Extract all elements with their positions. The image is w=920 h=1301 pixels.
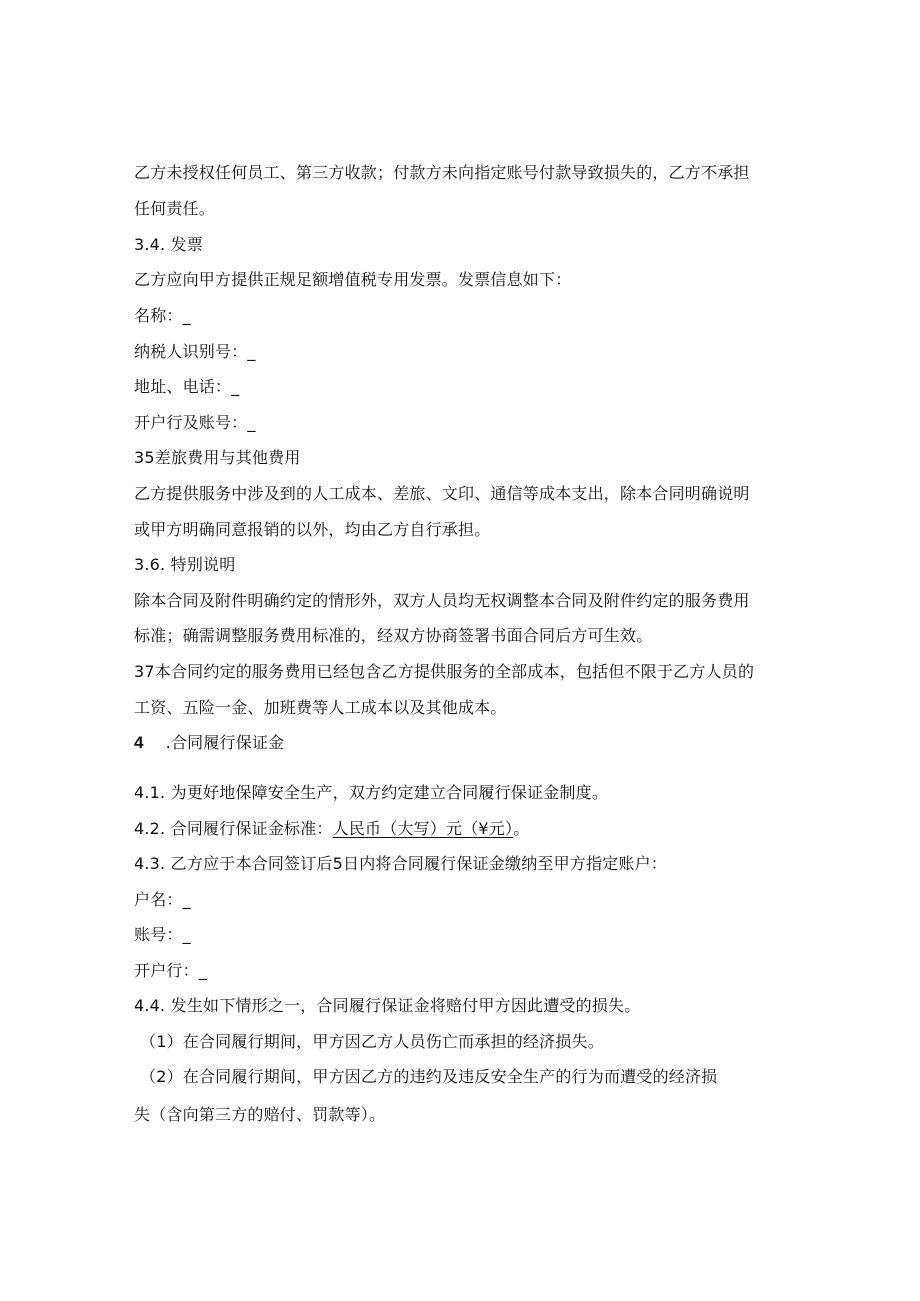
invoice-taxpayer-id-field: 纳税人识别号：_ [134, 342, 256, 361]
invoice-bank-account-field: 开户行及账号：_ [134, 413, 256, 432]
invoice-address-phone-field: 地址、电话：_ [134, 377, 240, 396]
paragraph-line: 37本合同约定的服务费用已经包含乙方提供服务的全部成本，包括但不限于乙方人员的 [134, 662, 755, 681]
paragraph-line: 或甲方明确同意报销的以外，均由乙方自行承担。 [134, 520, 491, 539]
section-number: 4 [134, 733, 144, 752]
section-heading-3-6: 3.6. 特别说明 [134, 555, 236, 574]
paragraph-line: 除本合同及附件明确约定的情形外，双方人员均无权调整本合同及附件约定的服务费用 [134, 591, 750, 610]
paragraph-line: 乙方应向甲方提供正规足额增值税专用发票。发票信息如下： [134, 270, 572, 289]
clause-4-3: 4.3. 乙方应于本合同签订后5日内将合同履行保证金缴纳至甲方指定账户： [134, 854, 667, 873]
section-heading-4 [134, 730, 284, 753]
clause-4-2 [134, 816, 529, 839]
paragraph-line: 任何责任。 [134, 199, 216, 218]
account-holder-field: 户名：_ [134, 890, 191, 909]
clause-text: 4.2. 合同履行保证金标准： [134, 819, 333, 838]
paragraph-line: 工资、五险一金、加班费等人工成本以及其他成本。 [134, 698, 507, 717]
section-title: .合同履行保证金 [165, 733, 285, 752]
paragraph-line: 乙方未授权任何员工、第三方收款；付款方未向指定账号付款导致损失的，乙方不承担 [134, 163, 750, 182]
paragraph-line: 失（含向第三方的赔付、罚款等）。 [134, 1105, 386, 1124]
section-heading-3-5: 35差旅费用与其他费用 [134, 448, 301, 467]
section-heading-3-4: 3.4. 发票 [134, 235, 204, 254]
clause-4-1: 4.1. 为更好地保障安全生产，双方约定建立合同履行保证金制度。 [134, 783, 609, 802]
clause-4-4: 4.4. 发生如下情形之一，合同履行保证金将赔付甲方因此遭受的损失。 [134, 996, 641, 1015]
list-item-2: （2）在合同履行期间，甲方因乙方的违约及违反安全生产的行为而遭受的经济损 [140, 1067, 718, 1086]
paragraph-line: 乙方提供服务中涉及到的人工成本、差旅、文印、通信等成本支出，除本合同明确说明 [134, 484, 750, 503]
list-item-1: （1）在合同履行期间，甲方因乙方人员伤亡而承担的经济损失。 [140, 1032, 604, 1051]
clause-text: 。 [513, 819, 530, 838]
invoice-name-field: 名称：_ [134, 306, 191, 325]
bank-name-field: 开户行：_ [134, 961, 208, 980]
account-number-field: 账号：_ [134, 925, 191, 944]
paragraph-line: 标准；确需调整服务费用标准的，经双方协商签署书面合同后方可生效。 [134, 626, 653, 645]
deposit-amount-blank: 人民币（大写）元（¥元） [332, 819, 514, 838]
